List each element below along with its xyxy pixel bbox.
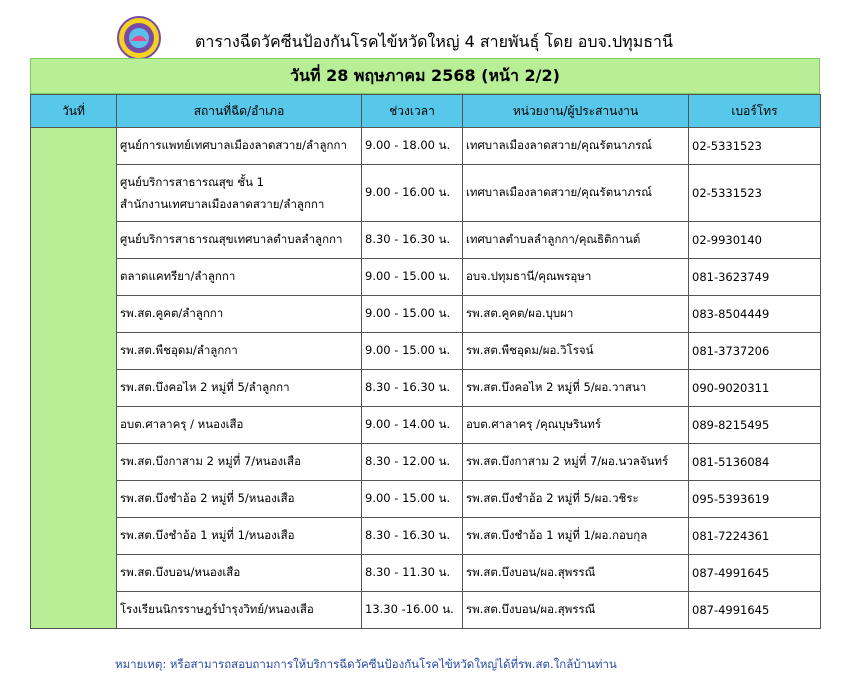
time-cell: 9.00 - 15.00 น. — [362, 259, 463, 296]
table-row — [31, 165, 821, 222]
page-title: ตารางฉีดวัคซีนป้องกันโรคไข้หวัดใหญ่ 4 สายพันธุ์ โดย อบจ.ปทุมธานี — [195, 32, 673, 51]
table-row — [31, 518, 821, 555]
phone-cell: 081-5136084 — [689, 444, 821, 481]
phone-cell: 083-8504449 — [689, 296, 821, 333]
time-cell: 8.30 - 16.30 น. — [362, 518, 463, 555]
time-cell: 9.00 - 15.00 น. — [362, 296, 463, 333]
agency-cell: รพ.สต.บึงชำอ้อ 2 หมู่ที่ 5/ผอ.วชิระ — [463, 481, 689, 518]
agency-cell: รพ.สต.พืชอุดม/ผอ.วิโรจน์ — [463, 333, 689, 370]
time-cell: 8.30 - 16.30 น. — [362, 222, 463, 259]
time-cell: 13.30 -16.00 น. — [362, 592, 463, 629]
phone-cell: 081-7224361 — [689, 518, 821, 555]
time-cell: 9.00 - 15.00 น. — [362, 333, 463, 370]
place-cell: อบต.ศาลาครุ / หนองเสือ — [117, 407, 362, 444]
place-cell: ศูนย์บริการสาธารณสุขเทศบาลตำบลลำลูกกา — [117, 222, 362, 259]
table-row — [31, 370, 821, 407]
table-row — [31, 481, 821, 518]
phone-cell: 02-5331523 — [689, 165, 821, 222]
footnote: หมายเหตุ: หรือสามารถสอบถามการให้บริการฉีดวัคซีนป้องกันโรคไข้หวัดใหญ่ได้ที่รพ.สต.ใกล้บ้านท่าน — [115, 657, 617, 671]
agency-cell: อบต.ศาลาครุ /คุณบุษรินทร์ — [463, 407, 689, 444]
time-cell: 8.30 - 11.30 น. — [362, 555, 463, 592]
phone-cell: 089-8215495 — [689, 407, 821, 444]
phone-cell: 02-5331523 — [689, 128, 821, 165]
agency-cell: เทศบาลเมืองลาดสวาย/คุณรัตนาภรณ์ — [463, 165, 689, 222]
place-cell: รพ.สต.บึงกาสาม 2 หมู่ที่ 7/หนองเสือ — [117, 444, 362, 481]
phone-cell: 087-4991645 — [689, 555, 821, 592]
agency-cell: อบจ.ปทุมธานี/คุณพรอุษา — [463, 259, 689, 296]
table-row — [31, 407, 821, 444]
col-header-place: สถานที่ฉีด/อำเภอ — [117, 95, 362, 128]
place-cell: ตลาดแคทรียา/ลำลูกกา — [117, 259, 362, 296]
table-row — [31, 592, 821, 629]
table-row — [31, 259, 821, 296]
time-cell: 8.30 - 16.30 น. — [362, 370, 463, 407]
place-cell: โรงเรียนนิกรราษฎร์บำรุงวิทย์/หนองเสือ — [117, 592, 362, 629]
col-header-date: วันที่ — [31, 95, 117, 128]
phone-cell: 02-9930140 — [689, 222, 821, 259]
agency-cell: รพ.สต.บึงชำอ้อ 1 หมู่ที่ 1/ผอ.กอบกุล — [463, 518, 689, 555]
place-cell: รพ.สต.บึงชำอ้อ 1 หมู่ที่ 1/หนองเสือ — [117, 518, 362, 555]
place-cell: รพ.สต.คูคต/ลำลูกกา — [117, 296, 362, 333]
time-cell: 9.00 - 18.00 น. — [362, 128, 463, 165]
time-cell: 9.00 - 15.00 น. — [362, 481, 463, 518]
table-row — [31, 128, 821, 165]
vaccination-schedule-table — [30, 94, 821, 629]
time-cell: 9.00 - 16.00 น. — [362, 165, 463, 222]
place-cell: รพ.สต.บึงชำอ้อ 2 หมู่ที่ 5/หนองเสือ — [117, 481, 362, 518]
table-row — [31, 555, 821, 592]
table-header-row — [31, 95, 821, 128]
agency-cell: รพ.สต.คูคต/ผอ.บุบผา — [463, 296, 689, 333]
place-cell: ศูนย์การแพทย์เทศบาลเมืองลาดสวาย/ลำลูกกา — [117, 128, 362, 165]
place-cell: รพ.สต.บึงบอน/หนองเสือ — [117, 555, 362, 592]
table-row — [31, 333, 821, 370]
place-line-2: สำนักงานเทศบาลเมืองลาดสวาย/ลำลูกกา — [120, 197, 325, 211]
organization-logo — [117, 16, 161, 60]
phone-cell: 090-9020311 — [689, 370, 821, 407]
time-cell: 9.00 - 14.00 น. — [362, 407, 463, 444]
place-cell — [117, 165, 362, 222]
table-row — [31, 444, 821, 481]
date-cell — [31, 128, 117, 629]
agency-cell: เทศบาลตำบลลำลูกกา/คุณธิติกานต์ — [463, 222, 689, 259]
agency-cell: รพ.สต.บึงบอน/ผอ.สุพรรณี — [463, 555, 689, 592]
agency-cell: เทศบาลเมืองลาดสวาย/คุณรัตนาภรณ์ — [463, 128, 689, 165]
phone-cell: 081-3737206 — [689, 333, 821, 370]
place-cell: รพ.สต.พืชอุดม/ลำลูกกา — [117, 333, 362, 370]
col-header-phone: เบอร์โทร — [689, 95, 821, 128]
agency-cell: รพ.สต.บึงบอน/ผอ.สุพรรณี — [463, 592, 689, 629]
table-row — [31, 222, 821, 259]
place-cell: รพ.สต.บึงคอไห 2 หมู่ที่ 5/ลำลูกกา — [117, 370, 362, 407]
agency-cell: รพ.สต.บึงกาสาม 2 หมู่ที่ 7/ผอ.นวลจันทร์ — [463, 444, 689, 481]
phone-cell: 087-4991645 — [689, 592, 821, 629]
col-header-agency: หน่วยงาน/ผู้ประสานงาน — [463, 95, 689, 128]
time-cell: 8.30 - 12.00 น. — [362, 444, 463, 481]
date-banner: วันที่ 28 พฤษภาคม 2568 (หน้า 2/2) — [30, 58, 820, 94]
col-header-time: ช่วงเวลา — [362, 95, 463, 128]
phone-cell: 095-5393619 — [689, 481, 821, 518]
phone-cell: 081-3623749 — [689, 259, 821, 296]
place-line-1: ศูนย์บริการสาธารณสุข ชั้น 1 — [120, 175, 264, 189]
table-row — [31, 296, 821, 333]
agency-cell: รพ.สต.บึงคอไห 2 หมู่ที่ 5/ผอ.วาสนา — [463, 370, 689, 407]
